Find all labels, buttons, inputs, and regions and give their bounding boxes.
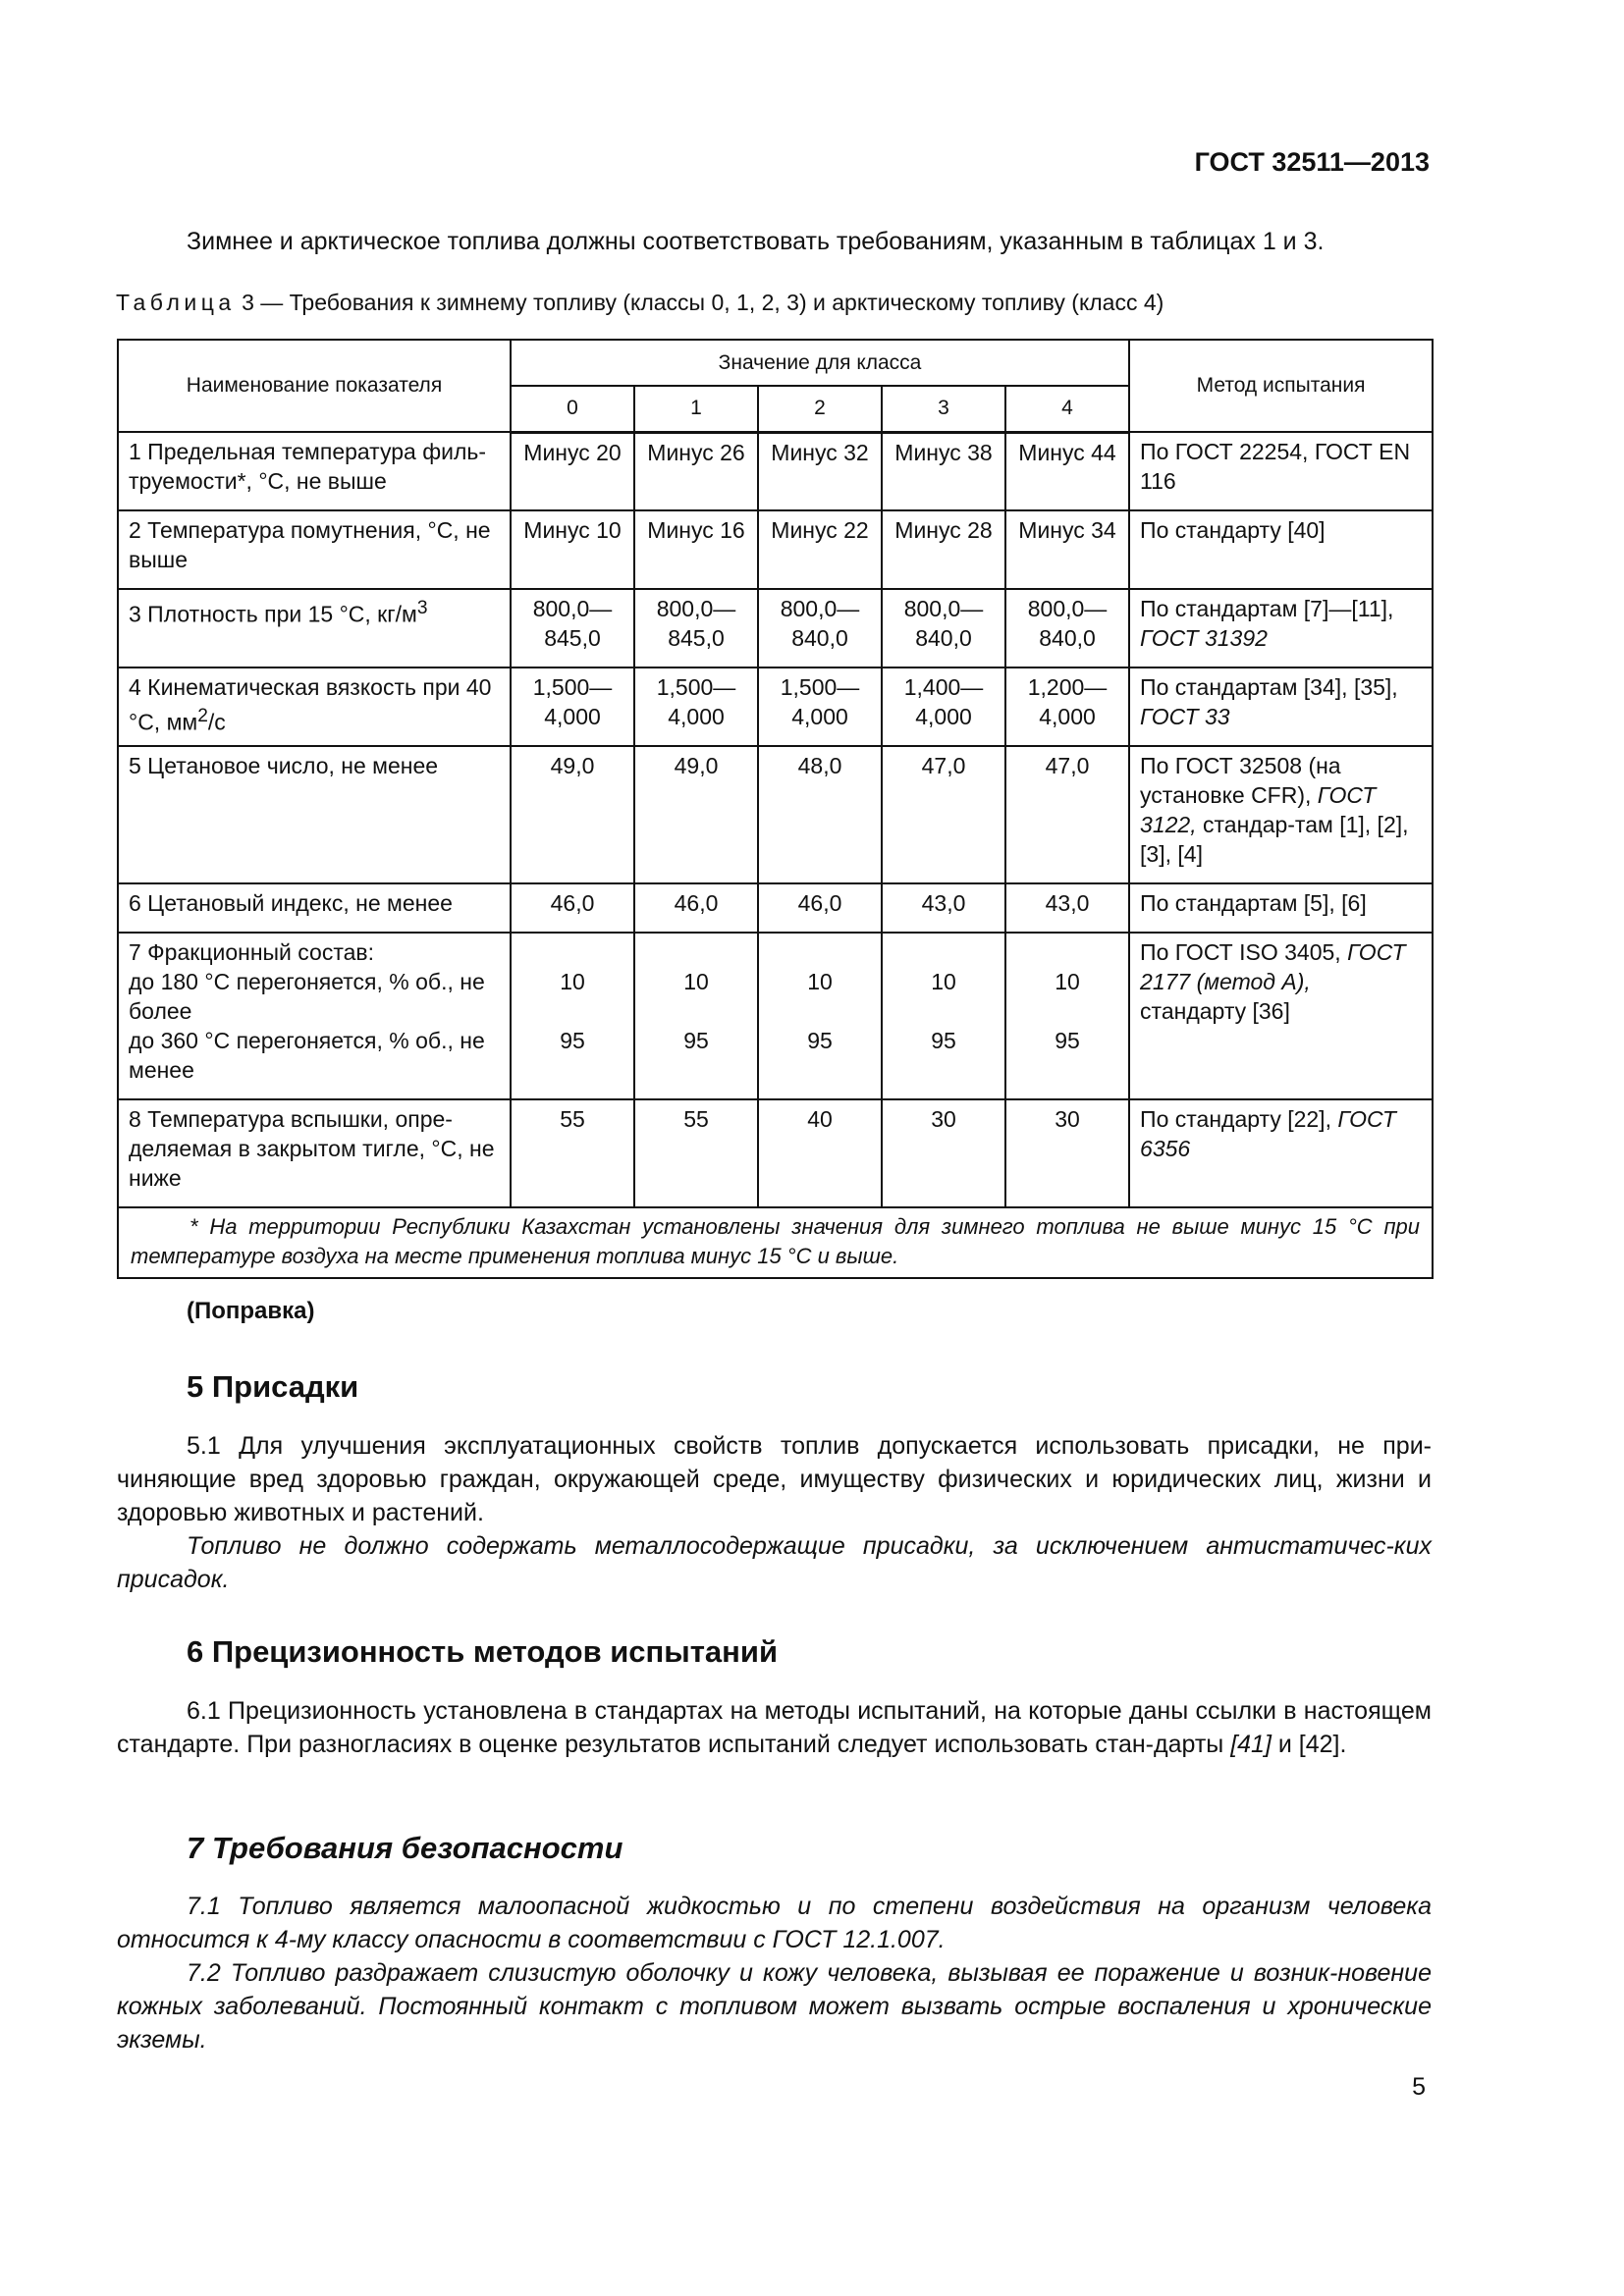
value-360: 95: [807, 1028, 833, 1053]
row-value: 1,500—4,000: [758, 667, 882, 746]
value-360: 95: [683, 1028, 709, 1053]
row-value: 40: [758, 1099, 882, 1207]
section-7-paragraph-2: [117, 1956, 1432, 2056]
table-footnote: [118, 1207, 1433, 1278]
row-value: [511, 933, 634, 1099]
row-value: Минус 20: [511, 432, 634, 510]
table-row: [118, 746, 1433, 883]
table-row: [118, 432, 1433, 510]
method-text: По стандартам [34], [35],: [1140, 674, 1398, 700]
row-value: 55: [511, 1099, 634, 1207]
row-method: [1129, 1099, 1433, 1207]
row-method: [1129, 667, 1433, 746]
section-5-heading: 5 Присадки: [187, 1369, 359, 1404]
row-method: [1129, 589, 1433, 667]
table-footnote-row: [118, 1207, 1433, 1278]
row-value: Минус 10: [511, 510, 634, 589]
table-row: [118, 510, 1433, 589]
row-value: 800,0—840,0: [1005, 589, 1129, 667]
col-header-class: 4: [1005, 386, 1129, 432]
row-value: 1,500—4,000: [634, 667, 758, 746]
row-method: По ГОСТ 22254, ГОСТ EN 116: [1129, 432, 1433, 510]
row-value: 49,0: [634, 746, 758, 883]
value-180: 10: [931, 969, 956, 994]
col-header-class: 3: [882, 386, 1005, 432]
row-value: Минус 16: [634, 510, 758, 589]
col-header-class: 1: [634, 386, 758, 432]
table-row: [118, 667, 1433, 746]
table-row: [118, 1099, 1433, 1207]
amendment-note: (Поправка): [187, 1298, 315, 1324]
method-standard-ref: ГОСТ 31392: [1140, 625, 1268, 651]
value-180: 10: [683, 969, 709, 994]
row-value: Минус 34: [1005, 510, 1129, 589]
row-value: 48,0: [758, 746, 882, 883]
row-value: 30: [1005, 1099, 1129, 1207]
row-method: По стандарту [40]: [1129, 510, 1433, 589]
method-text: По ГОСТ ISO 3405,: [1140, 939, 1341, 965]
row-value: Минус 26: [634, 432, 758, 510]
table-caption-label: Таблица: [116, 290, 236, 315]
row-value: 800,0—845,0: [634, 589, 758, 667]
row-value: [634, 933, 758, 1099]
table-caption-text: 3 — Требования к зимнему топливу (классы 0, 1, 2, 3) и арктическому топливу (класс 4): [242, 290, 1164, 315]
col-header-class: 0: [511, 386, 634, 432]
row-value: 46,0: [758, 883, 882, 933]
row-value: Минус 32: [758, 432, 882, 510]
row-value: 800,0—845,0: [511, 589, 634, 667]
row-value: 55: [634, 1099, 758, 1207]
row-value: Минус 22: [758, 510, 882, 589]
section-6-p1-text: 6.1 Прецизионность установлена в стандартах на методы испытаний, на которые даны ссылки в настоящем стандарте. При разногласиях в оценке результатов испытаний следует использовать стан-дарты: [117, 1697, 1432, 1758]
row-name-superscript: 3: [416, 598, 428, 618]
method-text: стандар-там [1], [2], [3], [4]: [1140, 812, 1409, 867]
method-standard-ref: ГОСТ 6356: [1140, 1106, 1396, 1161]
row-value: 1,400—4,000: [882, 667, 1005, 746]
row-value: 47,0: [1005, 746, 1129, 883]
row-value: 1,200—4,000: [1005, 667, 1129, 746]
section-5-p1-text: 5.1 Для улучшения эксплуатационных свойств топлив допускается использовать присадки, не при-чиняющие вред здоровью граждан, окружающей среде, имуществу физических и юридических лиц, жизни и здоровью животных и растений.: [117, 1432, 1432, 1526]
row-name-text: 3 Плотность при 15 °С, кг/м: [129, 601, 417, 627]
section-7-p1-text: 7.1 Топливо является малоопасной жидкостью и по степени воздействия на организм человека относится к 4-му классу опасности в соответствии с ГОСТ 12.1.007.: [117, 1893, 1432, 1953]
method-standard-ref: ГОСТ 2177 (метод А),: [1140, 939, 1406, 994]
row-value: 43,0: [1005, 883, 1129, 933]
requirements-table: [117, 339, 1434, 1279]
row-method: [1129, 933, 1433, 1099]
row-method: По стандартам [5], [6]: [1129, 883, 1433, 933]
row-name: [118, 667, 511, 746]
row-value: 46,0: [634, 883, 758, 933]
table-caption: [116, 290, 1164, 316]
row-value: 43,0: [882, 883, 1005, 933]
row-value: 46,0: [511, 883, 634, 933]
section-7-heading: 7 Требования безопасности: [187, 1831, 623, 1865]
section-5-paragraph-1: [117, 1429, 1432, 1529]
footnote-text: * На территории Республики Казахстан установлены значения для зимнего топлива не выше минус 15 °С при температуре воздуха на месте применения топлива минус 15 °С и выше.: [131, 1214, 1421, 1268]
table-row: [118, 883, 1433, 933]
row-value: 1,500—4,000: [511, 667, 634, 746]
table-row: [118, 933, 1433, 1099]
value-360: 95: [560, 1028, 585, 1053]
row-name-text: 4 Кинематическая вязкость при 40 °С, мм: [129, 674, 492, 735]
standard-header: ГОСТ 32511—2013: [1194, 147, 1430, 177]
row-subitem-180: до 180 °С перегоняется, % об., не более: [129, 969, 485, 1024]
row-name-superscript: 2: [197, 706, 208, 726]
col-header-value-group: Значение для класса: [511, 340, 1129, 386]
method-text: стандарту [36]: [1140, 998, 1290, 1024]
row-value: 30: [882, 1099, 1005, 1207]
row-value: [758, 933, 882, 1099]
row-name: [118, 589, 511, 667]
section-6-ref-41: [41]: [1230, 1731, 1272, 1758]
row-name: 6 Цетановый индекс, не менее: [118, 883, 511, 933]
section-7-paragraph-1: [117, 1890, 1432, 1956]
row-name-text: 7 Фракционный состав:: [129, 939, 375, 965]
row-value: 49,0: [511, 746, 634, 883]
row-subitem-360: до 360 °С перегоняется, % об., не менее: [129, 1028, 485, 1083]
row-value: 800,0—840,0: [882, 589, 1005, 667]
col-header-class: 2: [758, 386, 882, 432]
row-name: [118, 933, 511, 1099]
row-name: 2 Температура помутнения, °С, не выше: [118, 510, 511, 589]
value-180: 10: [560, 969, 585, 994]
row-method: [1129, 746, 1433, 883]
method-text: По ГОСТ 32508 (на установке CFR),: [1140, 753, 1341, 808]
row-value: [1005, 933, 1129, 1099]
row-value: Минус 28: [882, 510, 1005, 589]
page-number: 5: [1412, 2073, 1426, 2101]
section-6-p1-end: и [42].: [1277, 1731, 1347, 1758]
section-6-paragraph-1: [117, 1694, 1432, 1761]
row-name: 8 Температура вспышки, опре-деляемая в закрытом тигле, °С, не ниже: [118, 1099, 511, 1207]
section-7-p2-text: 7.2 Топливо раздражает слизистую оболочку и кожу человека, вызывая ее поражение и возник-новение кожных заболеваний. Постоянный контакт с топливом может вызвать острые воспаления и хронические экземы.: [117, 1959, 1432, 2054]
row-name: 1 Предельная температура филь-труемости*, °С, не выше: [118, 432, 511, 510]
section-5-paragraph-2: [117, 1529, 1432, 1596]
section-6-heading: 6 Прецизионность методов испытаний: [187, 1634, 779, 1669]
value-180: 10: [1055, 969, 1080, 994]
method-standard-ref: ГОСТ 3122,: [1140, 782, 1377, 837]
method-text: По стандарту [22],: [1140, 1106, 1331, 1132]
intro-paragraph: Зимнее и арктическое топлива должны соответствовать требованиям, указанным в таблицах 1 и 3.: [187, 228, 1325, 255]
value-360: 95: [1055, 1028, 1080, 1053]
method-text: По стандартам [7]—[11],: [1140, 596, 1394, 621]
section-5-p2-text: Топливо не должно содержать металлосодержащие присадки, за исключением антистатичес-ких присадок.: [117, 1532, 1432, 1593]
row-value: Минус 38: [882, 432, 1005, 510]
value-360: 95: [931, 1028, 956, 1053]
value-180: 10: [807, 969, 833, 994]
row-value: 47,0: [882, 746, 1005, 883]
table-row: [118, 589, 1433, 667]
method-standard-ref: ГОСТ 33: [1140, 704, 1230, 729]
col-header-name: Наименование показателя: [118, 340, 511, 432]
row-name: 5 Цетановое число, не менее: [118, 746, 511, 883]
row-value: 800,0—840,0: [758, 589, 882, 667]
row-name-unit: /с: [207, 709, 226, 735]
row-value: [882, 933, 1005, 1099]
row-value: Минус 44: [1005, 432, 1129, 510]
col-header-method: Метод испытания: [1129, 340, 1433, 432]
